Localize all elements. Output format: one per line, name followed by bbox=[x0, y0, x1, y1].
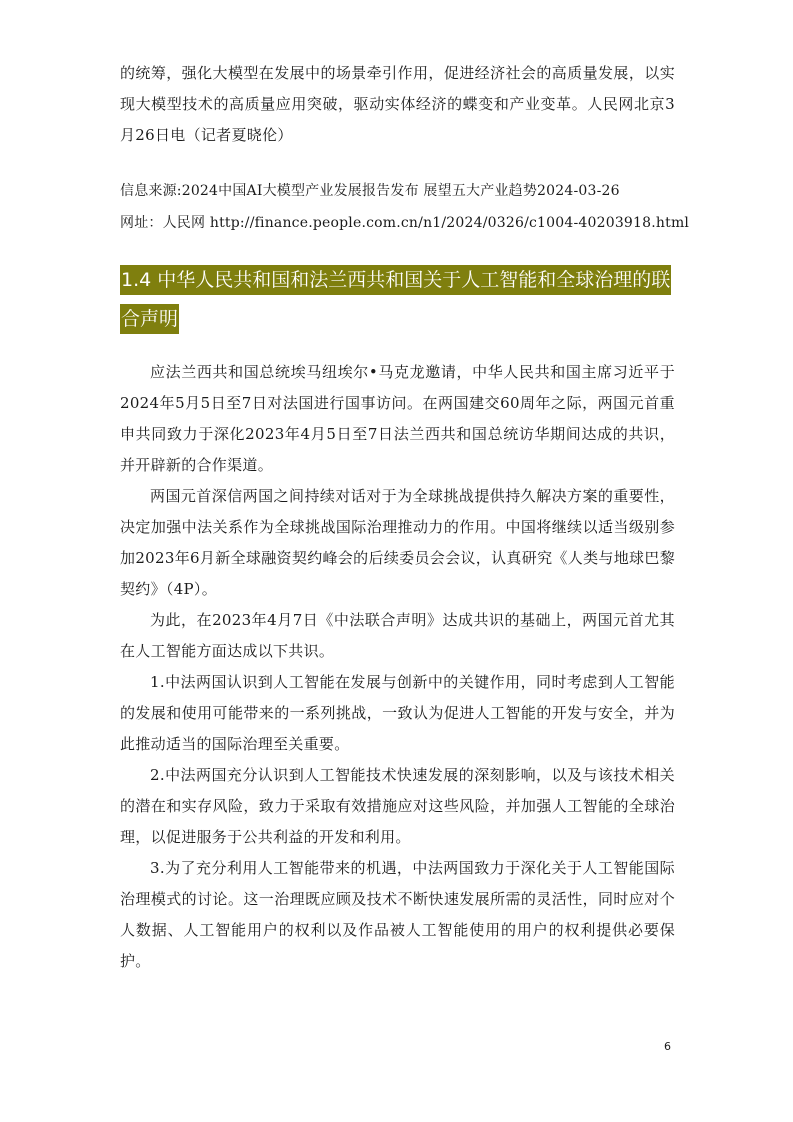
section-heading-text: 1.4 中华人民共和国和法兰西共和国关于人工智能和全球治理的联合声明 bbox=[120, 265, 671, 334]
source-url-line: 网址：人民网 http://finance.people.com.cn/n1/2024/0326/c1004-40203918.html bbox=[120, 215, 690, 231]
section-heading bbox=[120, 261, 675, 339]
body-paragraph: 1.中法两国认识到人工智能在发展与创新中的关键作用，同时考虑到人工智能的发展和使用可能带来的一系列挑战，一致认为促进人工智能的开发与安全，并为此推动适当的国际治理至关重要。 bbox=[120, 673, 675, 753]
document-page bbox=[120, 58, 690, 977]
body-paragraph: 2.中法两国充分认识到人工智能技术快速发展的深刻影响，以及与该技术相关的潜在和实存风险，致力于采取有效措施应对这些风险，并加强人工智能的全球治理，以促进服务于公共利益的开发和利用。 bbox=[120, 766, 675, 846]
intro-paragraph: 的统筹，强化大模型在发展中的场景牵引作用，促进经济社会的高质量发展，以实现大模型技术的高质量应用突破，驱动实体经济的蝶变和产业变革。人民网北京3月26日电（记者夏晓伦） bbox=[120, 64, 675, 144]
body-paragraph: 两国元首深信两国之间持续对话对于为全球挑战提供持久解决方案的重要性，决定加强中法关系作为全球挑战国际治理推动力的作用。中国将继续以适当级别参加2023年6月新全球融资契约峰会的后续委员会会议，认真研究《人类与地球巴黎契约》（4P）。 bbox=[120, 487, 675, 598]
body-paragraph: 应法兰西共和国总统埃马纽埃尔•马克龙邀请，中华人民共和国主席习近平于2024年5月5日至7日对法国进行国事访问。在两国建交60周年之际，两国元首重申共同致力于深化2023年4月5日至7日法兰西共和国总统访华期间达成的共识，并开辟新的合作渠道。 bbox=[120, 363, 675, 474]
body-paragraph: 为此，在2023年4月7日《中法联合声明》达成共识的基础上，两国元首尤其在人工智能方面达成以下共识。 bbox=[120, 611, 675, 660]
page-number: 6 bbox=[664, 1040, 671, 1053]
body-paragraph: 3.为了充分利用人工智能带来的机遇，中法两国致力于深化关于人工智能国际治理模式的讨论。这一治理既应顾及技术不断快速发展所需的灵活性，同时应对个人数据、人工智能用户的权利以及作品被人工智能使用的用户的权利提供必要保护。 bbox=[120, 859, 675, 970]
source-line: 信息来源:2024中国AI大模型产业发展报告发布 展望五大产业趋势2024-03-26 bbox=[120, 183, 620, 199]
statement-body bbox=[120, 357, 675, 977]
